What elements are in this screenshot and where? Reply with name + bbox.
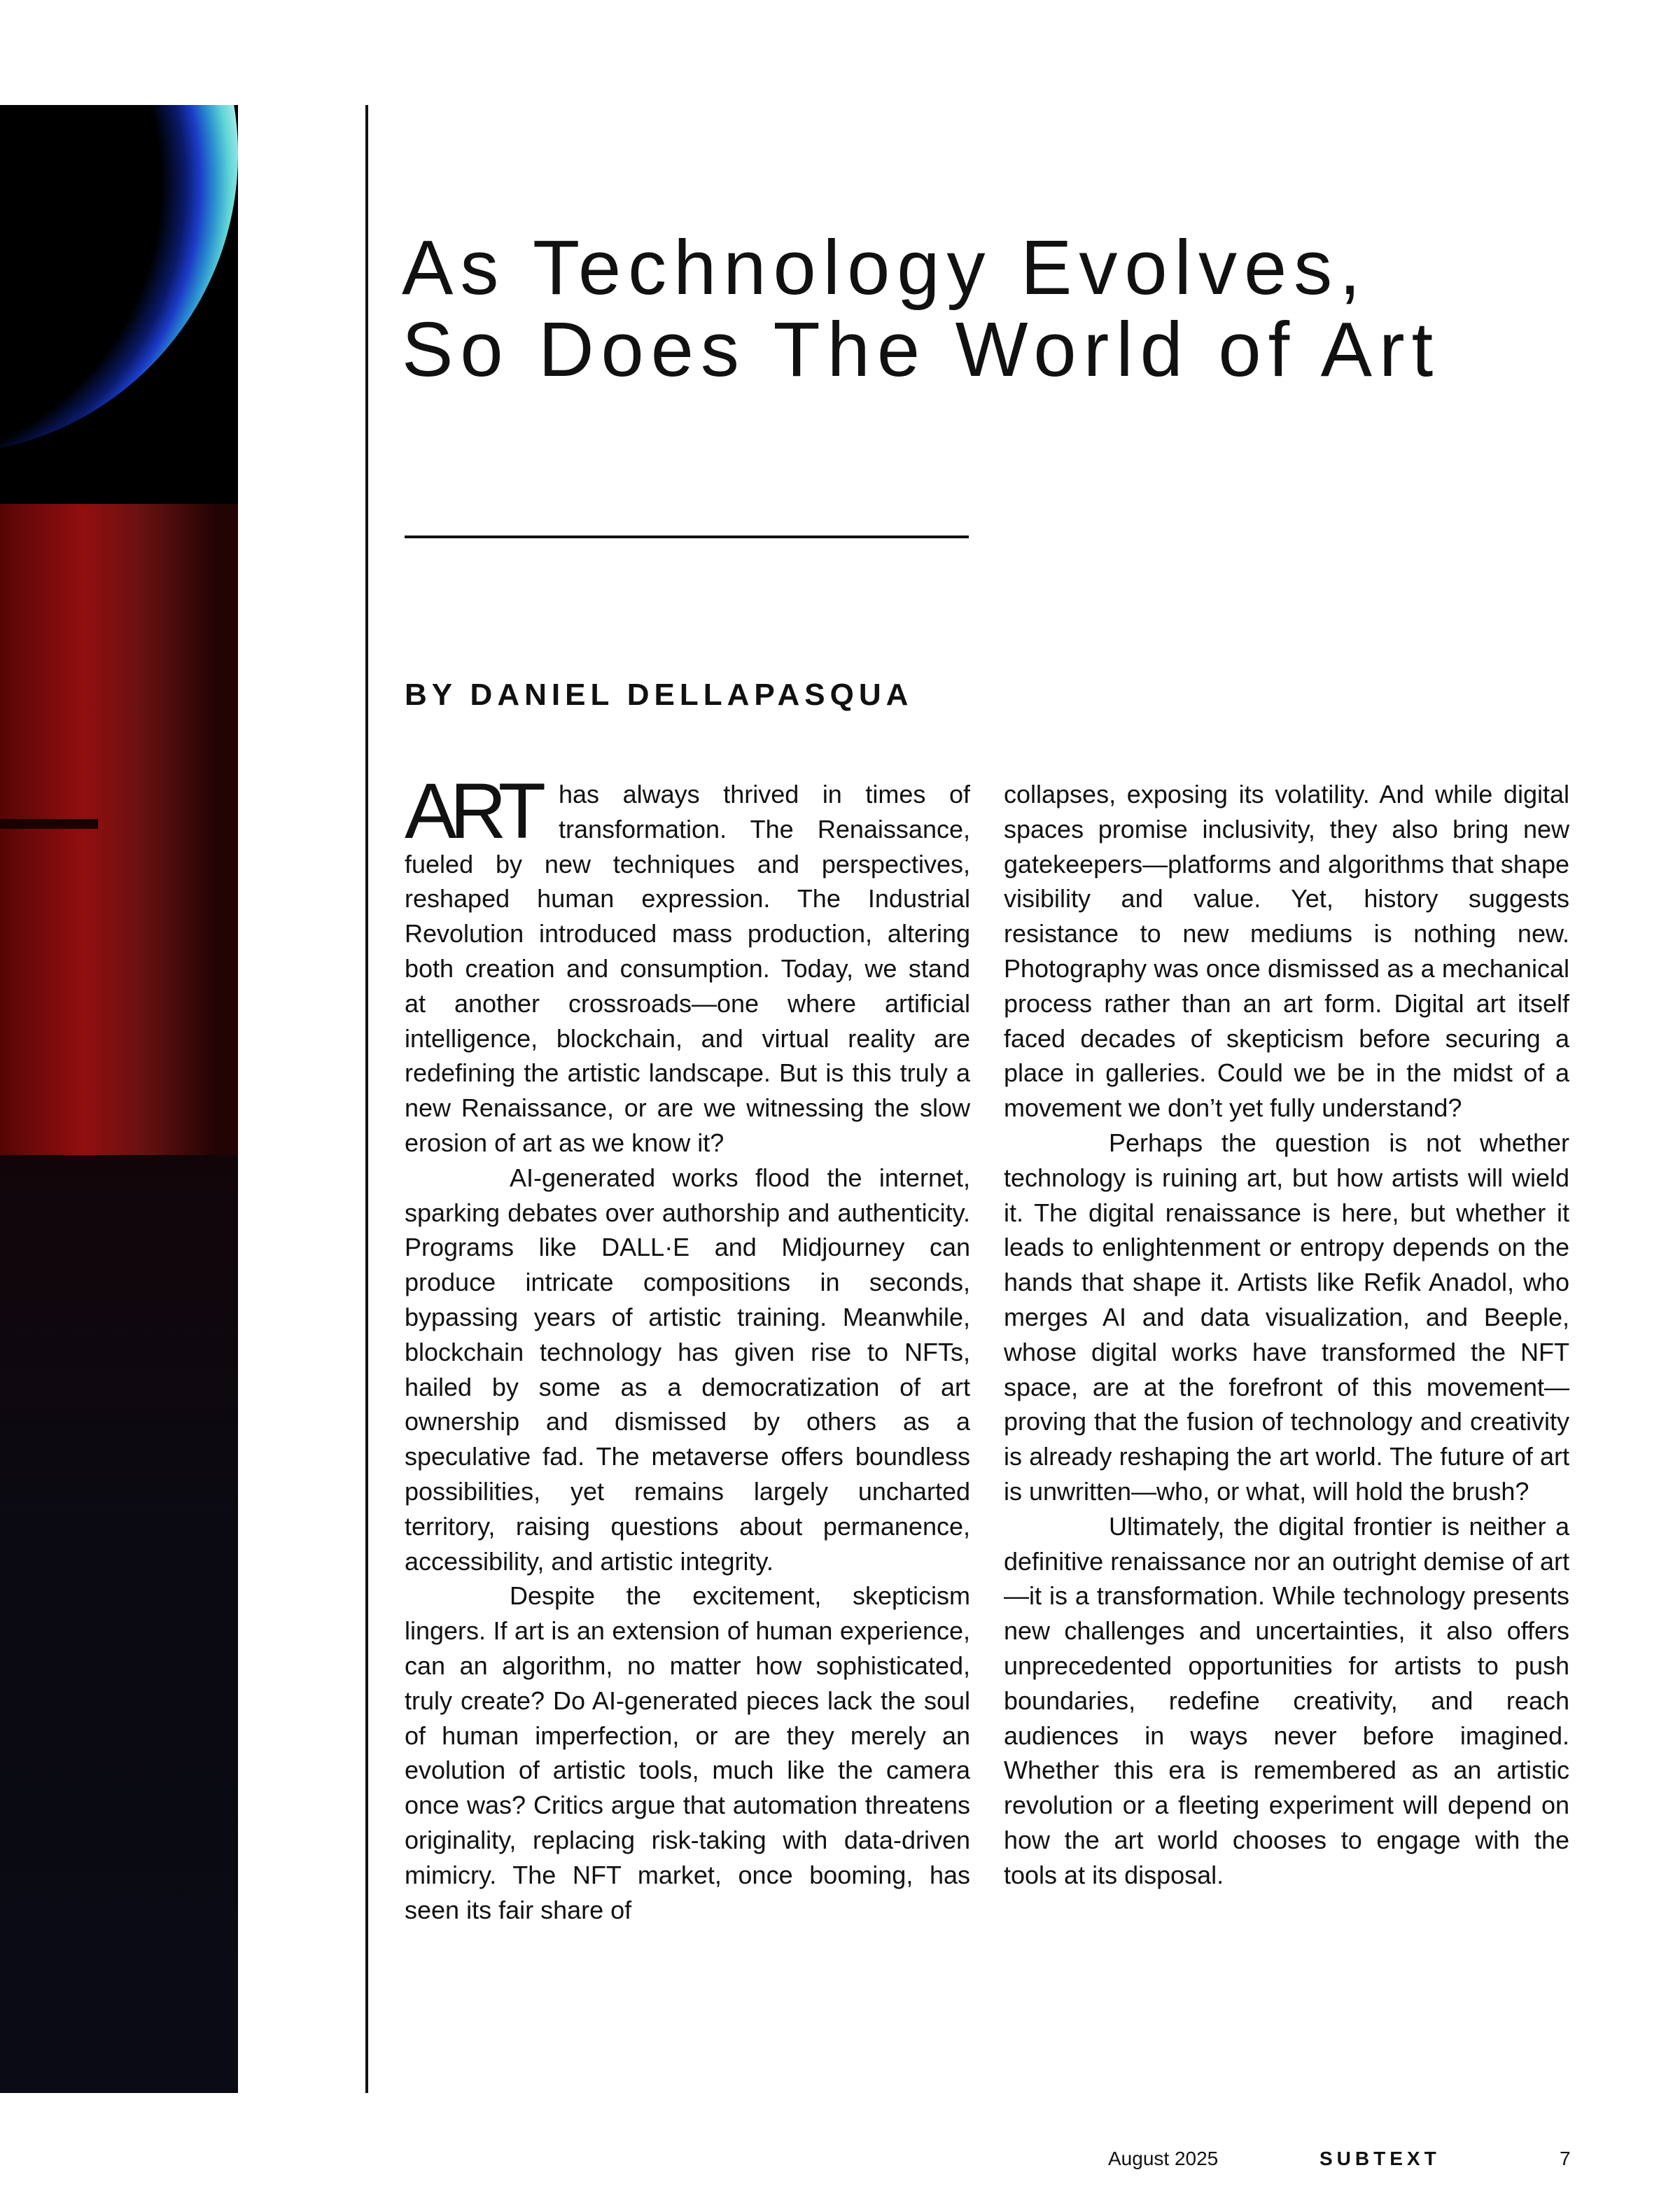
paragraph-text: has always thrived in times of transformation. The Renaissance, fueled by new techniques and perspectives, reshaped human expression. The Industrial Revolution introduced mass production, altering both creation and consumption. Today, we stand at another crossroads—one where artificial intelligence, blockchain, and virtual reality are redefining the artistic landscape. But is this truly a new Renaissance, or are we witnessing the slow erosion of art as we know it? [405, 780, 970, 1157]
paragraph: Perhaps the question is not whether technology is ruining art, but how artists will wield it. The digital renaissance is here, but whether it leads to enlightenment or entropy depends on the hands that shape it. Artists like Refik Anadol, who merges AI and data visualization, and Beeple, whose digital works have transformed the NFT space, are at the forefront of this movement—proving that the fusion of technology and creativity is already reshaping the art world. The future of art is unwritten—who, or what, will hold the brush? [1004, 1128, 1569, 1506]
article-column-right [1004, 777, 1569, 1893]
drop-cap: ART [405, 767, 539, 855]
cover-art-image [0, 105, 238, 2093]
footer-date: August 2025 [1108, 2148, 1219, 2169]
blue-arc-graphic [0, 105, 238, 455]
footer-magazine-name: SUBTEXT [1320, 2148, 1441, 2169]
article-column-left [405, 767, 970, 1927]
paragraph [405, 767, 970, 1161]
paragraph: AI-generated works flood the internet, sparking debates over authorship and authenticity. Programs like DALL·E and Midjourney can produce intricate compositions in seconds, bypassing years of artistic training. Meanwhile, blockchain technology has given rise to NFTs, hailed by some as a democratization of art ownership and dismissed by others as a speculative fad. The metaverse offers boundless possibilities, yet remains largely uncharted territory, raising questions about permanence, accessibility, and artistic integrity. [405, 1163, 970, 1576]
title-divider [405, 536, 969, 538]
vertical-divider [365, 105, 368, 2093]
byline: BY DANIEL DELLAPASQUA [405, 678, 913, 712]
title-line-2: So Does The World of Art [402, 306, 1441, 393]
article-title [402, 227, 1592, 391]
footer-page-number: 7 [1560, 2148, 1571, 2169]
dark-band-graphic [0, 819, 98, 829]
title-line-1: As Technology Evolves, [402, 225, 1368, 311]
paragraph: collapses, exposing its volatility. And while digital spaces promise inclusivity, they also bring new gatekeepers—platforms and algorithms that shape visibility and value. Yet, history suggests resistance to new mediums is nothing new. Photography was once dismissed as a mechanical process rather than an art form. Digital art itself faced decades of skepticism before securing a place in galleries. Could we be in the midst of a movement we don’t yet fully understand? [1004, 780, 1569, 1123]
paragraph: Despite the excitement, skepticism lingers. If art is an extension of human experience, can an algorithm, no matter how sophisticated, truly create? Do AI-generated pieces lack the soul of human imperfection, or are they merely an evolution of artistic tools, much like the camera once was? Critics argue that automation threatens originality, replacing risk-taking with data-driven mimicry. The NFT market, once booming, has seen its fair share of [405, 1581, 970, 1924]
paragraph: Ultimately, the digital frontier is neither a definitive renaissance nor an outright demise of art—it is a transformation. While technology presents new challenges and uncertainties, it also offers unprecedented opportunities for artists to push boundaries, redefine creativity, and reach audiences in ways never before imagined. Whether this era is remembered as an artistic revolution or a fleeting experiment will depend on how the art world chooses to engage with the tools at its disposal. [1004, 1511, 1569, 1889]
dark-lower-graphic [0, 1155, 238, 2093]
